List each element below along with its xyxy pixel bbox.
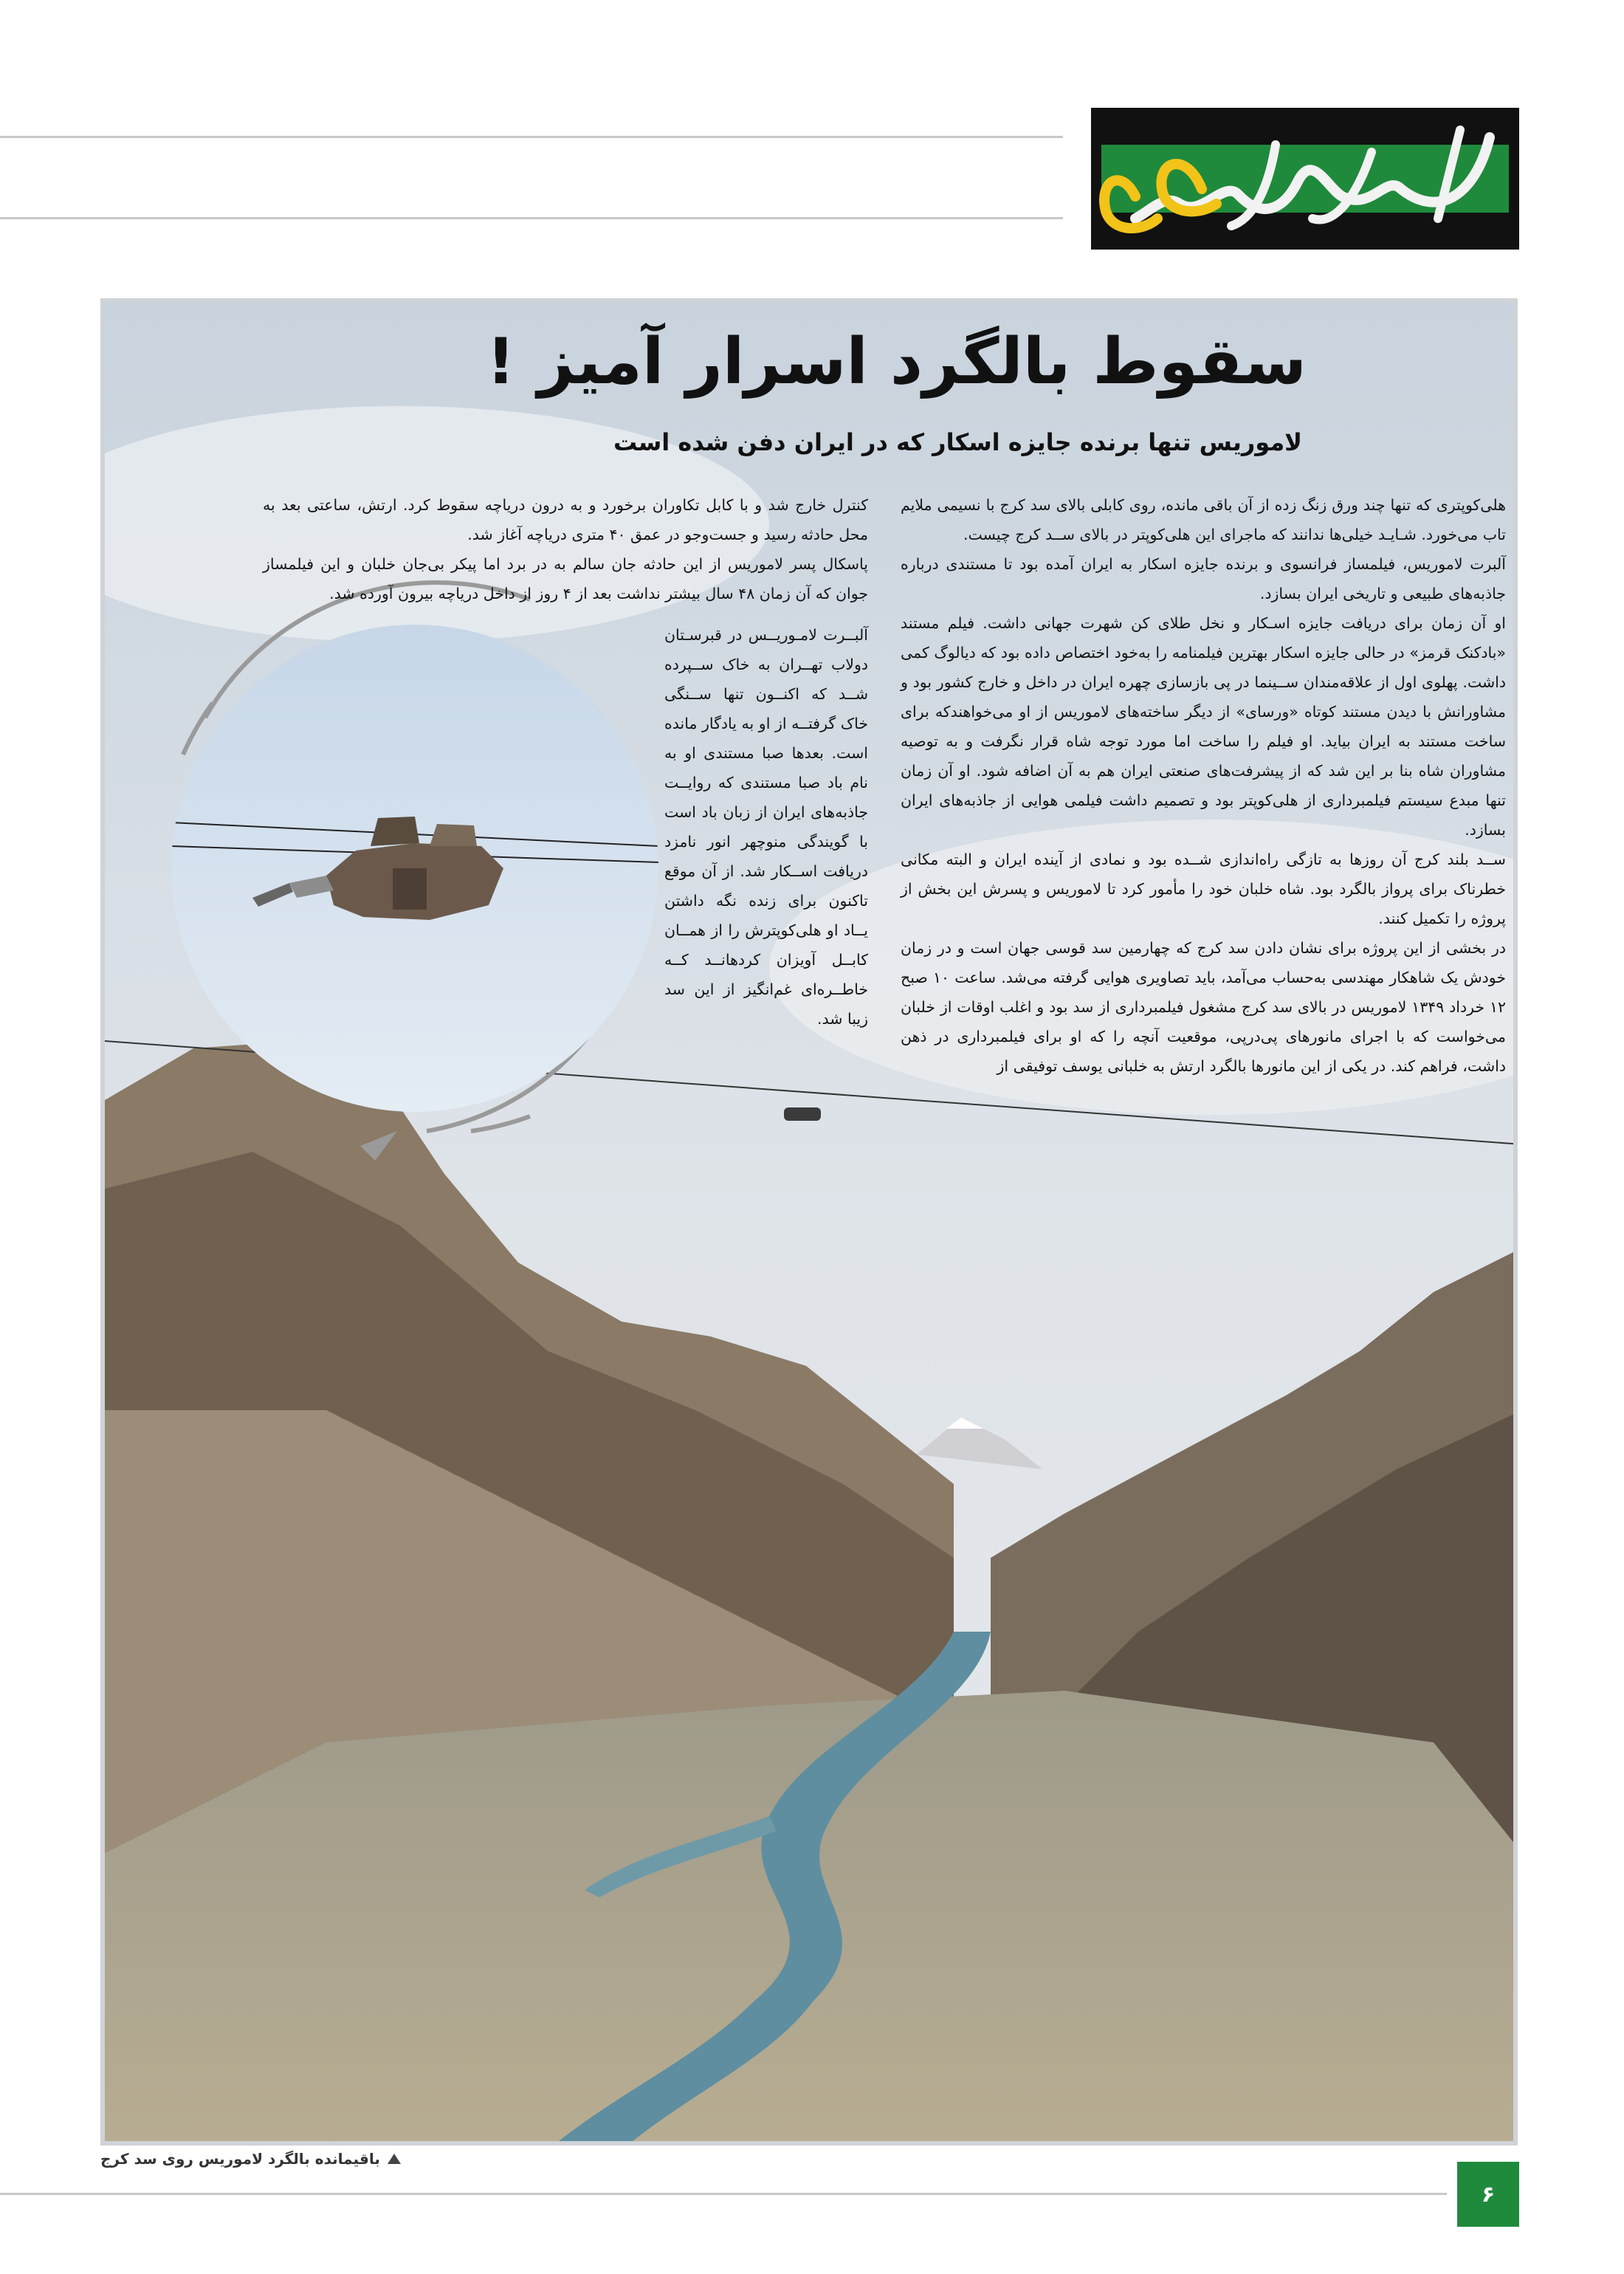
paragraph: پاسکال پسر لاموریس از این حادثه جان سالم به در برد اما پیکر بی‌جان خلبان و این فیلمساز جوان که آن زمان ۴۸ سال بیشتر نداشت بعد از ۴ روز از داخل دریاچه بیرون آورده شد.: [263, 555, 868, 602]
paragraph: در بخشی از این پروژه برای نشان دادن سد کرج که چهارمین سد قوسی جهان است و در زمان خودش یک شاهکار مهندسی به‌حساب می‌آمد، باید تصاویری هوایی گرفته می‌شد. ساعت ۱۰ صبح ۱۲ خرداد ۱۳۴۹ لاموریس در بالای سد کرج مشغول فیلمبرداری از سد بود و اغلب اوقات از خلبان می‌خواست که با اجرای مانورهای پی‌درپی، موقعیت آنچه را که او برای فیلمبرداری در ذهن داشت، فراهم کند. در یکی از این مانورها بالگرد ارتش به خلبانی یوسف توفیقی از: [901, 939, 1506, 1075]
helicopter-wreck-image: [171, 625, 658, 1112]
header-rule-bottom: [0, 217, 1063, 219]
paragraph: ســد بلند کرج آن روزها به تازگی راه‌اندازی شــده بود و نمادی از آینده ایران و البته مکانی خطرناک برای پرواز بالگرد بود. شاه خلبان خود را مأمور کرد تا لاموریس و پسرش این بخش از پروژه را تکمیل کنند.: [901, 851, 1506, 927]
article-title: سقوط بالگرد اسرار آمیز !: [486, 325, 1307, 399]
paragraph: هلی‌کوپتری که تنها چند ورق زنگ زده از آن باقی مانده، روی کابلی بالای سد کرج با نسیمی ملایم تاب می‌خورد. شـایـد خیلی‌ها ندانند که ماجرای این هلی‌کوپتر در بالای ســد کرج چیست.: [901, 496, 1506, 543]
page-number: ۶: [1457, 2162, 1519, 2227]
logo-calligraphy: [1091, 108, 1519, 250]
magazine-logo: [1091, 108, 1519, 250]
caption-text: باقیمانده بالگرد لاموریس روی سد کرج: [100, 2150, 380, 2168]
photo-caption: [100, 2150, 401, 2168]
paragraph: او آن زمان برای دریافت جایزه اسـکار و نخل طلای کن شهرت جهانی داشت. فیلم مستند «بادکنک قرمز» در حالی جایزه اسکار بهترین فیلمنامه را به‌خود اختصاص داده بود که دیالوگ کمی داشت. پهلوی اول از علاقه‌مندان ســینما در پی بازسازی چهره ایران در داخل و خارج کشور بود و مشاورانش با دیدن مستند کوتاه «ورسای» از دیگر ساخته‌های لاموریس از او می‌خواهندکه برای ساخت مستند به ایران بیاید. او فیلم را ساخت اما مورد توجه شاه قرار نگرفت و به توصیه مشاوران شاه بنا بر این شد که از پیشرفت‌های صنعتی ایران هم به آن اضافه شود. او آن زمان تنها مبدع سیستم فیلمبرداری از هلی‌کوپتر بود و تصمیم داشت فیلمی هوایی از جاذبه‌های ایران بسازد.: [901, 614, 1506, 839]
paragraph: آلبرت لاموریس، فیلمساز فرانسوی و برنده جایزه اسکار به ایران آمده بود تا مستندی درباره جاذبه‌های طبیعی و تاریخی ایران بسازد.: [901, 555, 1506, 602]
paragraph: آلبــرت لامـوریــس در قبرسـتان دولاب تهــران به خاک ســپرده شــد که اکنــون تنها ســنگی خاک گرفتــه از او به یادگار مانده است. بعدها صبا مستندی او به نام باد صبا مستندی که روایــت جاذبه‌های ایران از زبان باد است با گویندگی منوچهر انور نامزد دریافت اســکار شد. از آن موقع تاکنون برای زنده نگه داشتن یــاد او هلی‌کوپترش را از همــان کابــل آویزان کردهانــد کــه خاطــره‌ای غم‌انگیز از این سد زیبا شد.: [664, 626, 868, 1028]
article-column-left: [263, 490, 868, 608]
article-column-right: [901, 490, 1506, 1081]
triangle-icon: [388, 2154, 401, 2164]
paragraph: کنترل خارج شد و با کابل تکاوران برخورد و به درون دریاچه سقوط کرد. ارتش، ساعتی بعد به محل حادثه رسید و جست‌وجو در عمق ۴۰ متری دریاچه آغاز شد.: [263, 496, 868, 543]
article-subtitle: لاموریس تنها برنده جایزه اسکار که در ایران دفن شده است: [613, 428, 1302, 456]
header-rule-top: [0, 136, 1063, 138]
footer-rule: [0, 2193, 1447, 2195]
helicopter-closeup-photo: [171, 625, 658, 1112]
article-column-left-wrap: [664, 620, 868, 1034]
